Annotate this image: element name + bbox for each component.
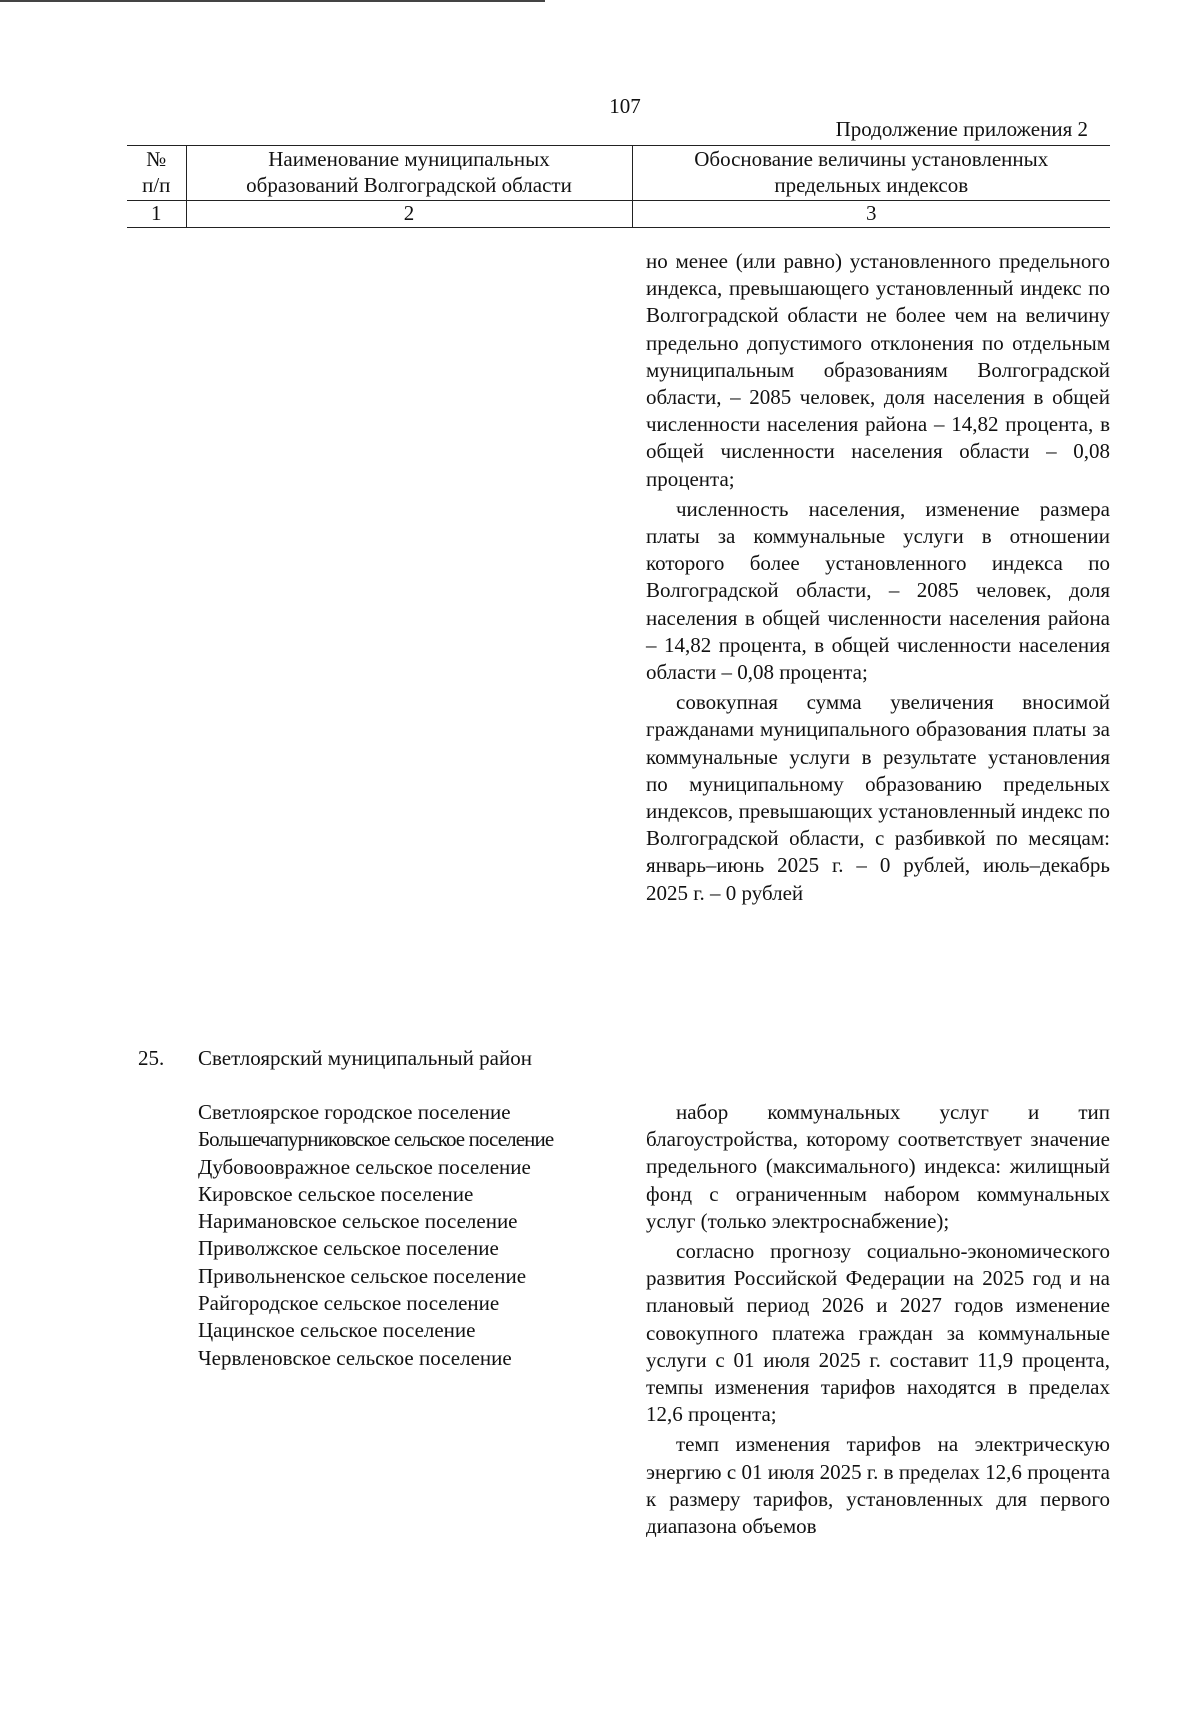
basis-paragraph: набор коммунальных услуг и тип благоустройства, которому соответствует значение предельного (максимального) индекса: жилищный фонд с ограниченным набором коммунальных услуг (только электроснабжение);	[646, 1100, 1110, 1233]
header-col-basis-line2: предельных индексов	[774, 173, 969, 197]
column-number-row	[127, 201, 1110, 228]
list-item: Дубовоовражное сельское поселение	[198, 1154, 531, 1179]
basis-paragraph: темп изменения тарифов на электрическую энергию с 01 июля 2025 г. в пределах 12,6 процента к размеру тарифов, установленных для первого диапазона объемов	[646, 1432, 1110, 1539]
basis-paragraph: численность населения, изменение размера платы за коммунальные услуги в отношении которого более установленного индекса по Волгоградской области, – 2085 человек, доля населения в общей численности населения района – 14,82 процента, в общей численности населения области – 0,08 процента;	[646, 496, 1110, 685]
district-title: Светлоярский муниципальный район	[198, 1046, 532, 1070]
header-col-number-line1: №	[146, 147, 167, 171]
list-item: Райгородское сельское поселение	[198, 1291, 500, 1316]
list-item: Наримановское сельское поселение	[198, 1209, 518, 1234]
page-number: 107	[609, 94, 641, 118]
column-number-2: 2	[186, 201, 632, 228]
header-col-basis-line1: Обоснование величины установленных	[694, 147, 1049, 171]
basis-paragraph: согласно прогнозу социально-экономического развития Российской Федерации на 2025 год и на плановый период 2026 и 2027 годов изменение совокупного платежа граждан за коммунальные услуги с 01 июля 2025 г. составит 11,9 процента, темпы изменения тарифов находятся в пределах 12,6 процента;	[646, 1239, 1110, 1427]
continued-basis-text	[646, 248, 1110, 910]
header-col-name	[186, 146, 632, 201]
list-item: Цацинское сельское поселение	[198, 1318, 476, 1343]
header-col-name-line1: Наименование муниципальных	[268, 147, 550, 171]
table-header	[127, 145, 1110, 228]
header-col-number	[127, 146, 186, 201]
district-basis-text	[646, 1099, 1110, 1543]
header-col-number-line2: п/п	[142, 173, 171, 197]
row-number: 25.	[138, 1046, 165, 1070]
list-item: Приволжское сельское поселение	[198, 1236, 499, 1261]
settlement-list	[198, 1099, 553, 1372]
list-item: Светлоярское городское поселение	[198, 1100, 511, 1124]
basis-paragraph: совокупная сумма увеличения вносимой гражданами муниципального образования платы за коммунальные услуги в результате установления по муниципальному образованию предельных индексов, превышающих установленный индекс по Волгоградской области, с разбивкой по месяцам: январь–июнь 2025 г. – 0 рублей, июль–декабрь 2025 г. – 0 рублей	[646, 690, 1110, 905]
column-number-3: 3	[632, 201, 1110, 228]
continuation-label: Продолжение приложения 2	[835, 117, 1088, 141]
list-item: Большечапурниковское сельское поселение	[198, 1127, 554, 1152]
list-item: Привольненское сельское поселение	[198, 1263, 527, 1288]
basis-paragraph: но менее (или равно) установленного предельного индекса, превышающего установленный индекс по Волгоградской области не более чем на величину предельно допустимого отклонения по отдельным муниципальным образованиям Волгоградской области, – 2085 человек, доля населения в общей численности населения района – 14,82 процента, в общей численности населения области – 0,08 процента;	[646, 249, 1110, 491]
header-col-basis	[632, 146, 1110, 201]
list-item: Червленовское сельское поселение	[198, 1345, 512, 1370]
column-number-1: 1	[127, 201, 186, 228]
header-row	[127, 146, 1110, 201]
top-edge-rule	[0, 0, 545, 2]
list-item: Кировское сельское поселение	[198, 1181, 474, 1206]
header-col-name-line2: образований Волгоградской области	[246, 173, 572, 197]
